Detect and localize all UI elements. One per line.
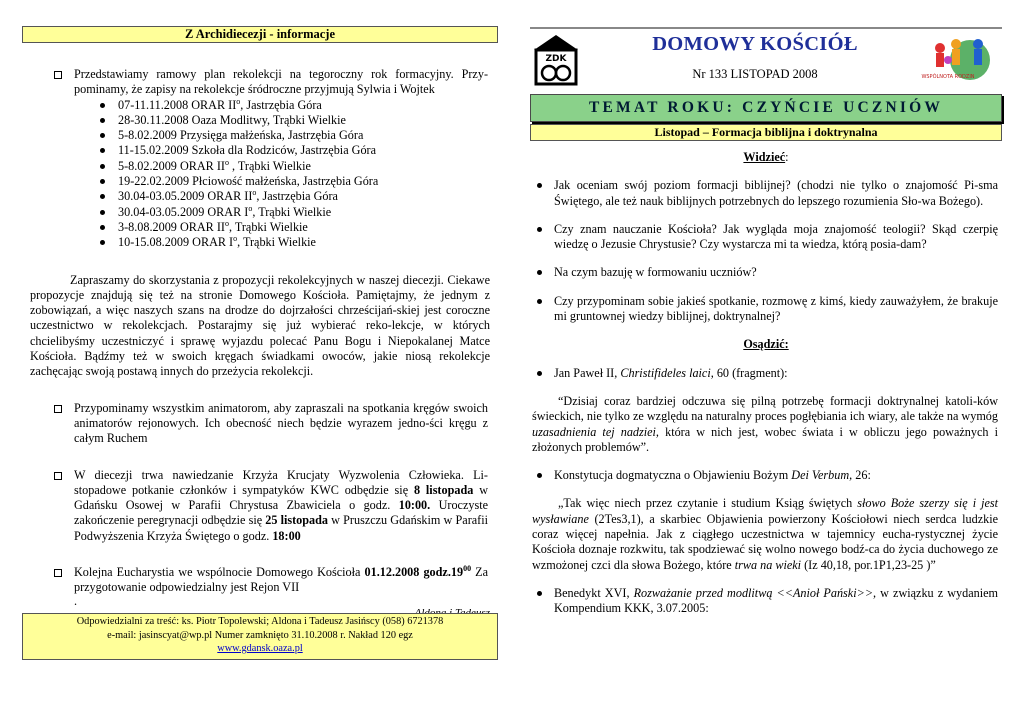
quote-christifideles: “Dzisiaj coraz bardziej odczuwa się pilną potrzebę formacji doktrynalnej katoli-ków świeckich, nie tylko ze względu na naturalny proces pogłębiania ich wiary, ale także na wymóg uzasadnienia tej nadziei, która w nich jest, wobec świata i w obliczu jego poważnych i złożonych problemów”. bbox=[532, 393, 998, 454]
footer-contact: e-mail: jasinscyat@wp.pl Numer zamknięto 31.10.2008 r. Nakład 120 egz bbox=[107, 629, 413, 641]
list-item: W diecezji trwa nawiedzanie Krzyża Krucjaty Wyzwolenia Człowieka. Li-stopadowe potkanie członków i sympatyków KWC odbędzie się 8 listopada w Gdańsku Osowej w Parafii Chrystusa Zbawiciela o godz. 10:00. Uroczyste zakończenie peregrynacji odbędzie się 25 listopada w Pruszczu Gdańskim w Parafii Podwyższenia Krzyża Świętego o godz. 18:00 bbox=[22, 468, 498, 544]
list-item: Benedykt XVI, Rozważanie przed modlitwą <<Anioł Pański>>, w związku z wydaniem Kompendium KKK, 3.07.2005: bbox=[530, 586, 1002, 617]
quote-dei-verbum: „Tak więc niech przez czytanie i studium Ksiąg świętych słowo Boże szerzy się i jest wysławiane (2Tes3,1), a skarbiec Objawienia powierzony Kościołowi niech serdca ludzkie coraz więcej napełnia. Jak z ciągłego uczestnictwa w tajemnicy eucha-rystycznej życie Kościoła doznaje rozkwitu, tak spodziewać się wolno nowego bodź-ca do życia duchowego ze wzmożonej czci dla słowa Bożego, które trwa na wieki (Iz 40,18, por.1P1,23-25 )” bbox=[532, 496, 998, 572]
retreat-dates-list bbox=[22, 98, 498, 251]
square-bullet-icon bbox=[54, 405, 62, 413]
date-item: 10-15.08.2009 ORAR $I^o$, Trąbki Wielkie bbox=[98, 235, 498, 250]
section-see: Widzieć: bbox=[743, 150, 789, 164]
list-item: Jan Paweł II, Christifideles laici, 60 (fragment): bbox=[530, 366, 1002, 381]
footer-box bbox=[22, 613, 498, 660]
list-item: Przypominamy wszystkim animatorom, aby zapraszali na spotkania kręgów swoich animatorów rejonowych. Ich obecność niech będzie wyrazem jedno-ści kręgu z całym Ruchem bbox=[22, 401, 498, 447]
footer-responsible: Odpowiedzialni za treść: ks. Piotr Topolewski; Aldona i Tadeusz Jasińscy (058) 6721378 bbox=[76, 616, 444, 627]
section-judge: Osądzić: bbox=[743, 337, 789, 352]
date-item: 30.04-03.05.2009 ORAR $I^o$, Trąbki Wielkie bbox=[98, 205, 498, 220]
website-link[interactable]: www.gdansk.oaza.pl bbox=[217, 643, 303, 655]
square-bullet-icon bbox=[54, 472, 62, 480]
section-header: Z Archidiecezji - informacje bbox=[22, 26, 498, 43]
list-item: Przedstawiamy ramowy plan rekolekcji na tegoroczny rok formacyjny. Przy-pominamy, że zapisy na rekolekcje śródroczne przyjmują Sylwia i Wojtek bbox=[22, 67, 498, 98]
list-item: Kolejna Eucharystia we wspólnocie Domowego Kościoła 01.12.2008 $godz.19^{00}$ Za przygotowanie odpowiedzialny jest Rejon VII bbox=[22, 565, 498, 596]
square-bullet-icon bbox=[54, 71, 62, 79]
date-item: 19-22.02.2009 Płciowość małżeńska, Jastrzębia Góra bbox=[98, 174, 498, 189]
list-item: Czy znam nauczanie Kościoła? Jak wygląda moja znajomość teologii? Skąd czerpię wiedzę o Jezusie Chrystusie? Czy wystarcza mi ta wiedza, którą posia-dam? bbox=[530, 222, 1002, 253]
date-item: 28-30.11.2008 Oaza Modlitwy, Trąbki Wielkie bbox=[98, 113, 498, 128]
svg-text:ZDK: ZDK bbox=[545, 54, 567, 64]
month-theme: Listopad – Formacja biblijna i doktrynalna bbox=[530, 124, 1002, 141]
left-column bbox=[22, 26, 498, 621]
list-item: Jak oceniam swój poziom formacji biblijnej? (chodzi nie tylko o znajomość Pi-sma Świętego, ale też nauk biblijnych potrzebnych do lepszego rozumienia Sło-wa Bożego). bbox=[530, 178, 1002, 209]
top-rule bbox=[530, 27, 1002, 29]
dot-mark: . bbox=[74, 593, 78, 608]
date-item: 3-8.08.2009 ORAR $II^o$, Trąbki Wielkie bbox=[98, 220, 498, 235]
invitation-paragraph: Zapraszamy do skorzystania z propozycji rekolekcyjnych w naszej diecezji. Ciekawe propozycje znajdują się też na stronie Domowego Kościoła. Pamiętajmy, że jednym z zobowiązań, a więc naszych szans na drodze do dojrzałości chrześcijań-skiej jest coroczne uczestnictwo w rekolekcjach. Postarajmy się już wybierać reko-lekcje, w których chcielibyśmy uczestniczyć i sprawę wyjazdu polecać Panu Bogu i Niepokalanej Matce Kościoła. Bądźmy też w swoich kręgach świadkami owoców, jakie niosą rekolekcje zachęcając swoją postawą innych do przeżycia rekolekcji. bbox=[30, 272, 490, 379]
newsletter-title: DOMOWY KOŚCIÓŁ bbox=[652, 33, 858, 55]
list-item: Na czym bazuję w formowaniu uczniów? bbox=[530, 265, 1002, 280]
family-community-logo-icon bbox=[920, 34, 998, 84]
date-item: 11-15.02.2009 Szkoła dla Rodziców, Jastrzębia Góra bbox=[98, 143, 498, 158]
right-column bbox=[530, 150, 1002, 617]
list-item: Czy przypominam sobie jakieś spotkanie, rozmowę z kimś, kiedy zauważyłem, że brakuje mi gruntownej wiedzy biblijnej, doktrynalnej? bbox=[530, 294, 1002, 325]
date-item: 5-8.02.2009 ORAR $II^o$ , Trąbki Wielkie bbox=[98, 159, 498, 174]
list-item: Konstytucja dogmatyczna o Objawieniu Bożym Dei Verbum, 26: bbox=[530, 468, 1002, 483]
square-bullet-icon bbox=[54, 569, 62, 577]
year-theme-banner: TEMAT ROKU: CZYŃCIE UCZNIÓW bbox=[530, 94, 1002, 122]
issue-number: Nr 133 LISTOPAD 2008 bbox=[692, 67, 818, 81]
date-item: 30.04-03.05.2009 ORAR $II^o$, Jastrzębia Góra bbox=[98, 189, 498, 204]
domowy-kosciol-logo-icon bbox=[530, 32, 582, 86]
date-item: 5-8.02.2009 Przysięga małżeńska, Jastrzębia Góra bbox=[98, 128, 498, 143]
svg-text:WSPÓLNOTA RODZIN: WSPÓLNOTA RODZIN bbox=[921, 74, 975, 80]
date-item: 07-11.11.2008 ORAR $II^o$, Jastrzębia Góra bbox=[98, 98, 498, 113]
